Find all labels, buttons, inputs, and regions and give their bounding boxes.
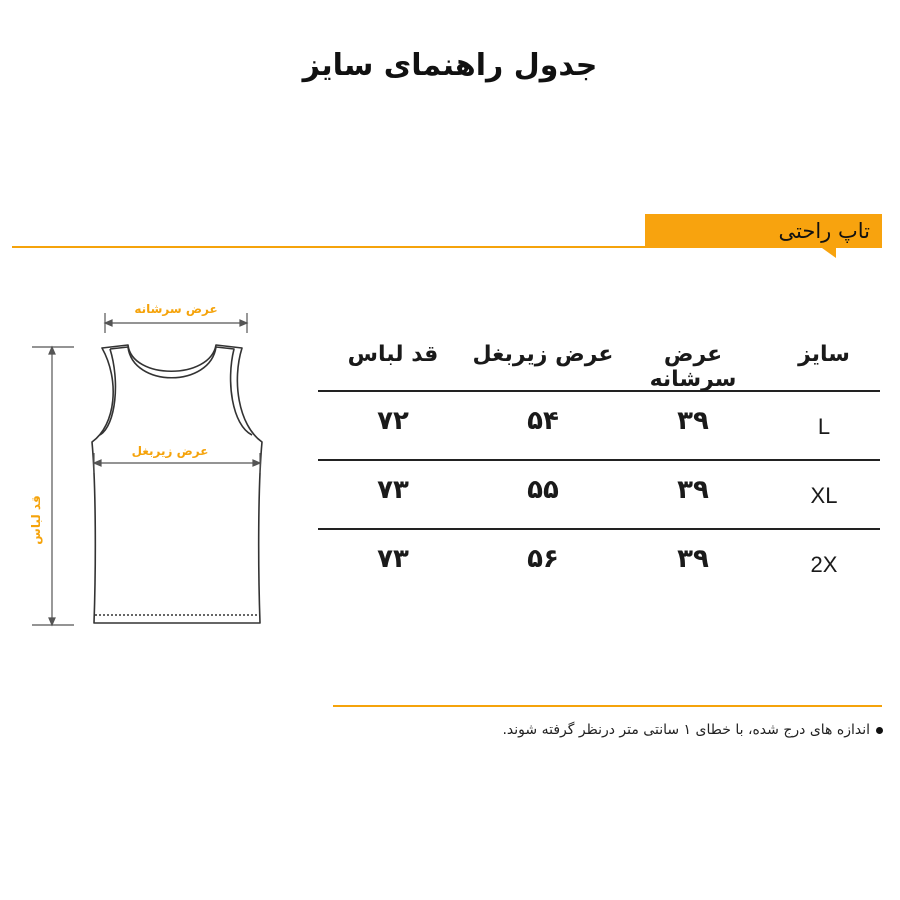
- header-shoulder: عرض سرشانه: [649, 342, 737, 392]
- header-size: سایز: [798, 342, 850, 367]
- chest-measure-label: عرض زیربغل: [131, 444, 209, 458]
- cell-size: XL: [810, 483, 838, 508]
- cell-shoulder: ۳۹: [677, 544, 709, 574]
- table-row: [318, 392, 880, 461]
- measurement-note: [333, 722, 883, 738]
- cell-chest: ۵۴: [527, 406, 559, 436]
- cell-shoulder: ۳۹: [677, 475, 709, 505]
- tank-top-outline: [92, 345, 262, 623]
- cell-chest: ۵۵: [527, 475, 559, 505]
- tank-top-diagram: [20, 285, 300, 640]
- header-length: قد لباس: [347, 342, 439, 367]
- cell-length: ۷۳: [377, 544, 409, 574]
- cell-length: ۷۲: [377, 406, 409, 436]
- note-text: اندازه های درج شده، با خطای ۱ سانتی متر درنظر گرفته شوند.: [502, 722, 870, 738]
- section-divider: [12, 246, 645, 248]
- cell-size: 2X: [810, 552, 838, 577]
- table-row: [318, 530, 880, 597]
- section-tab: تاپ راحتی: [645, 214, 882, 248]
- table-row: [318, 461, 880, 530]
- size-table: [318, 330, 880, 597]
- header-chest: عرض زیربغل: [472, 342, 614, 367]
- cell-size: L: [817, 414, 831, 439]
- length-measure-label: قد لباس: [29, 495, 43, 545]
- table-header: [318, 330, 880, 392]
- cell-shoulder: ۳۹: [677, 406, 709, 436]
- note-divider: [333, 705, 882, 707]
- shoulder-measure-label: عرض سرشانه: [134, 302, 218, 316]
- shoulder-measure-arrow: [105, 313, 247, 333]
- section-tab-notch: [822, 248, 836, 258]
- page-title: جدول راهنمای سایز: [302, 48, 598, 83]
- cell-length: ۷۳: [377, 475, 409, 505]
- length-measure-arrow: [32, 347, 74, 625]
- bullet-icon: [876, 727, 883, 734]
- cell-chest: ۵۶: [527, 544, 559, 574]
